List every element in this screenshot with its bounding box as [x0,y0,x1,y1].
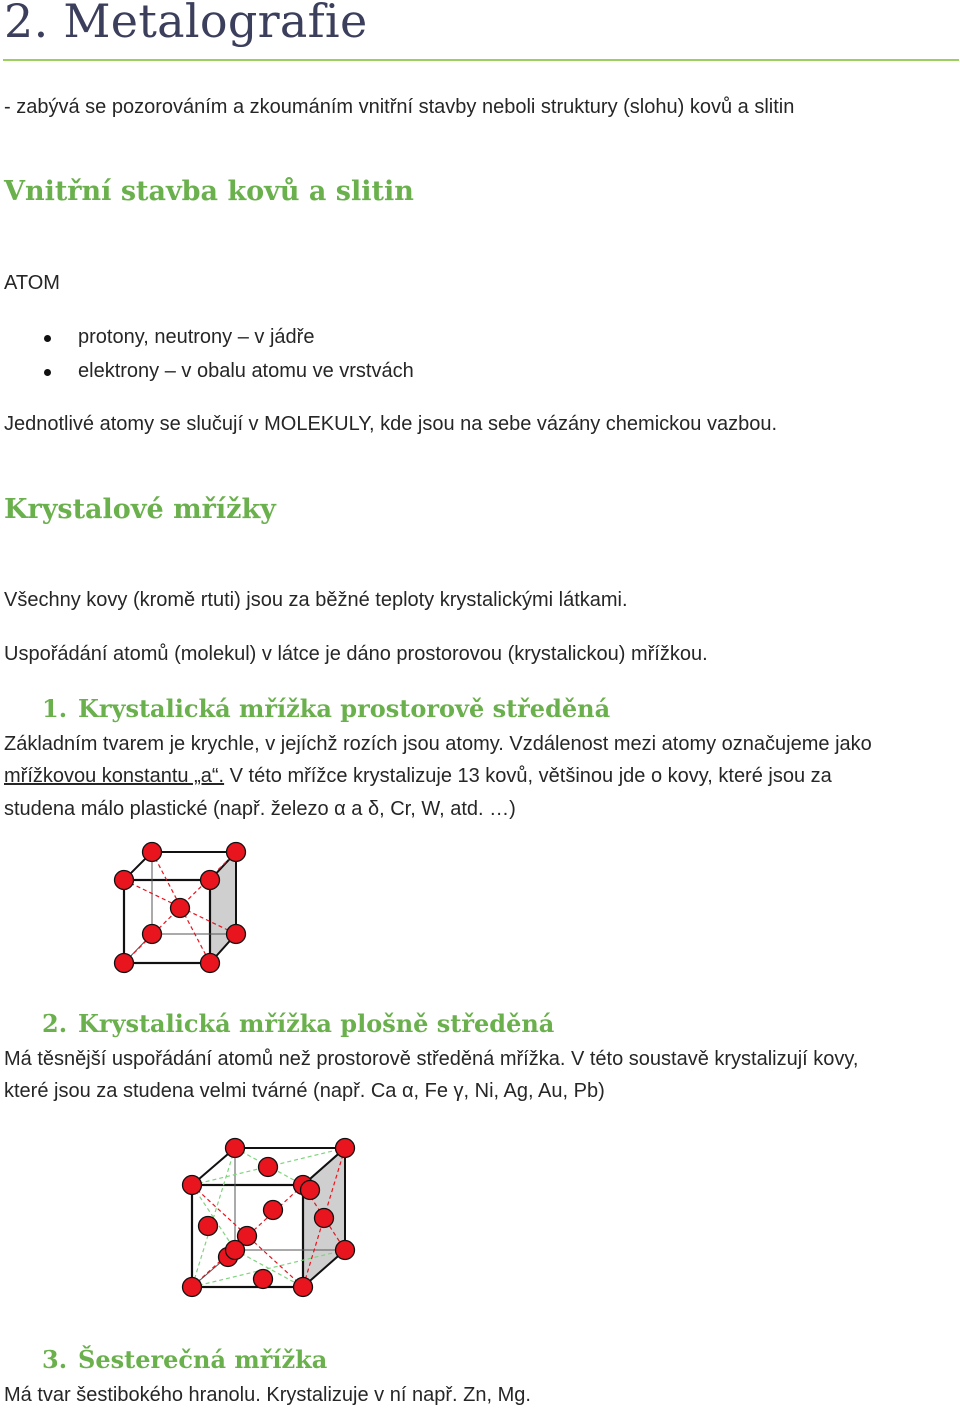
fcc-lattice-diagram [170,1130,370,1310]
bcc-lattice-diagram [108,838,278,978]
bullet-icon [44,369,51,376]
lattice1-line3: studena málo plastické (např. železo α a δ, Cr, W, atd. …) [4,798,516,820]
atom-label: ATOM [4,272,60,294]
lattice2-number: 2. [42,1009,68,1038]
section-heading-crystal-lattices: Krystalové mřížky [4,494,276,525]
lattice2-heading: Krystalická mřížka plošně středěná [78,1009,555,1038]
bullet-icon [44,335,51,342]
lattice1-line2 [4,765,832,788]
intro-text: - zabývá se pozorováním a zkoumáním vnitřní stavby neboli struktury (slohu) kovů a slitin [4,96,795,118]
lattice1-line2-rest: V této mřížce krystalizuje 13 kovů, většinou jde o kovy, které jsou za [224,765,832,787]
lattice1-number: 1. [42,694,68,723]
lattice-constant-term: mřížkovou konstantu „a“. [4,765,225,787]
page-title: 2. Metalografie [4,0,368,48]
crystal-paragraph-1: Všechny kovy (kromě rtuti) jsou za běžné teploty krystalickými látkami. [4,589,628,611]
lattice3-number: 3. [42,1345,68,1374]
list-item: elektrony – v obalu atomu ve vrstvách [78,360,414,382]
list-item: protony, neutrony – v jádře [78,326,315,348]
lattice3-line1: Má tvar šestibokého hranolu. Krystalizuje v ní např. Zn, Mg. [4,1384,531,1406]
lattice2-line2: které jsou za studena velmi tvárné (např. Ca α, Fe γ, Ni, Ag, Au, Pb) [4,1080,605,1102]
title-underline [3,59,959,61]
section-heading-internal-structure: Vnitřní stavba kovů a slitin [4,176,414,207]
lattice1-heading: Krystalická mřížka prostorově středěná [78,694,611,723]
lattice1-line1: Základním tvarem je krychle, v jejíchž rozích jsou atomy. Vzdálenost mezi atomy označujeme jako [4,733,872,755]
lattice3-heading: Šesterečná mřížka [78,1345,328,1374]
molecules-paragraph: Jednotlivé atomy se slučují v MOLEKULY, kde jsou na sebe vázány chemickou vazbou. [4,413,777,435]
lattice2-line1: Má těsnější uspořádání atomů než prostorově středěná mřížka. V této soustavě krystalizují kovy, [4,1048,859,1070]
crystal-paragraph-2: Uspořádání atomů (molekul) v látce je dáno prostorovou (krystalickou) mřížkou. [4,643,708,665]
